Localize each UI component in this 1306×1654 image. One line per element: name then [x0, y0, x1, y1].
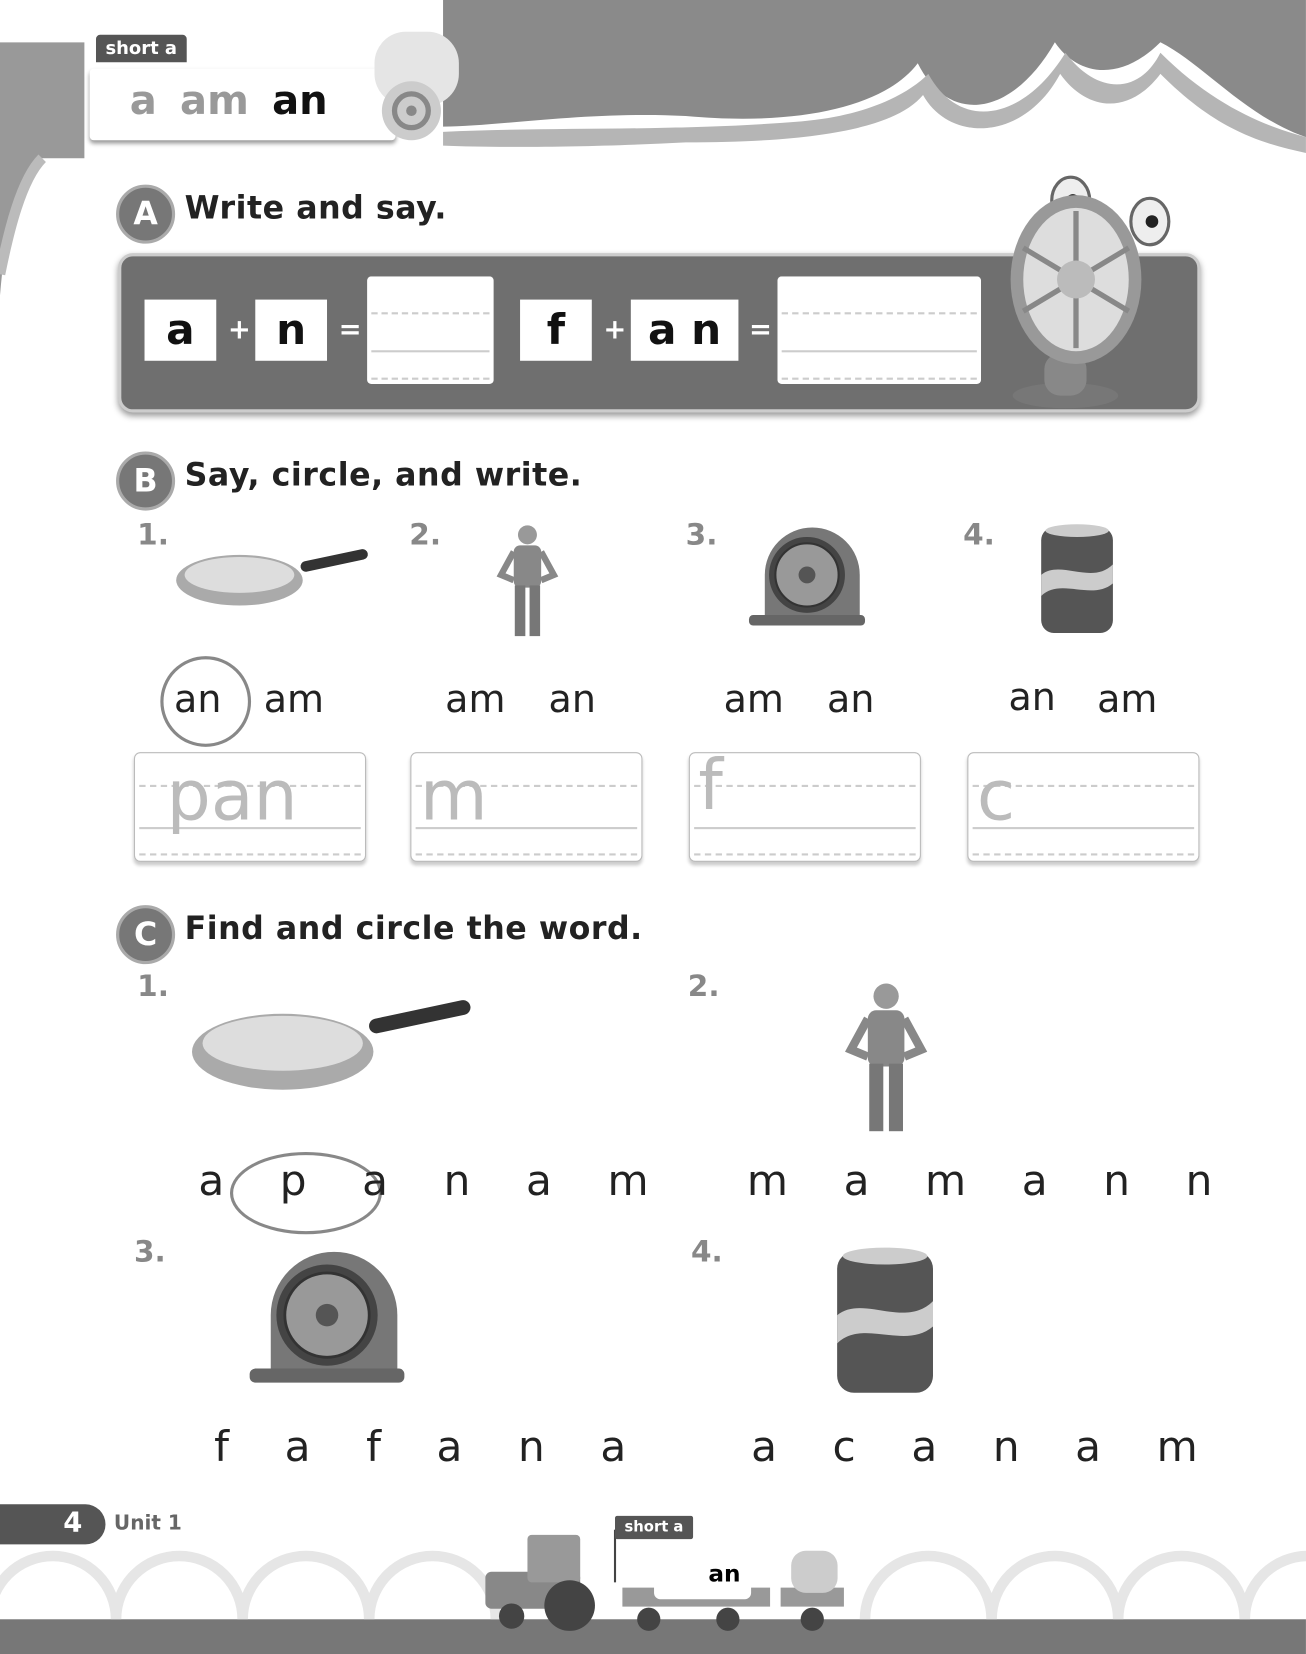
item-number: 2.: [687, 968, 720, 1004]
page-number: 4: [63, 1507, 83, 1540]
item-number: 1.: [137, 968, 169, 1004]
choice-word[interactable]: an: [174, 678, 222, 722]
page-number-tab: [0, 1504, 105, 1544]
choice-word[interactable]: am: [723, 678, 784, 722]
unit-label: Unit 1: [113, 1511, 182, 1535]
footer-flag: short a: [615, 1516, 693, 1539]
fan-mascot-icon: [997, 164, 1187, 412]
scroll-roll-icon: [364, 32, 469, 143]
can-picture: [833, 1245, 936, 1400]
scroll-word-current: an: [272, 77, 328, 124]
equals-sign: =: [338, 314, 362, 347]
pan-picture: [174, 543, 374, 612]
trace-letter: f: [698, 744, 723, 826]
trace-letter: m: [419, 755, 488, 837]
item-number: 2.: [409, 516, 442, 552]
answer-box-an[interactable]: [367, 276, 494, 384]
cart-word: an: [708, 1560, 741, 1588]
choice-word[interactable]: am: [1097, 678, 1158, 722]
item-number: 3.: [685, 516, 718, 552]
plus-sign: +: [227, 314, 251, 347]
man-picture: [844, 976, 928, 1145]
item-number: 1.: [137, 516, 169, 552]
letter-card: n: [255, 300, 327, 361]
letter-card: f: [520, 300, 592, 361]
fan-picture: [744, 522, 871, 633]
side-curtain-decoration: [0, 42, 95, 295]
item-number: 4.: [963, 516, 995, 552]
letter-string[interactable]: f a f a n a: [214, 1423, 648, 1472]
section-c-badge: C: [116, 905, 175, 964]
choice-word[interactable]: an: [548, 678, 596, 722]
writing-line[interactable]: [689, 744, 921, 862]
choice-word[interactable]: am: [263, 678, 325, 722]
item-number: 3.: [133, 1234, 166, 1270]
item-number: 4.: [690, 1234, 723, 1270]
section-a-badge: A: [116, 185, 175, 244]
writing-line[interactable]: [410, 752, 642, 862]
section-b-badge: B: [116, 451, 175, 510]
short-a-tag: short a: [96, 35, 187, 62]
letter-string[interactable]: m a m a n n: [746, 1157, 1234, 1206]
word-family-scroll: [90, 69, 396, 141]
section-b-title: Say, circle, and write.: [184, 456, 583, 494]
scroll-word: am: [180, 77, 249, 124]
choice-word[interactable]: an: [1008, 676, 1056, 720]
letter-string[interactable]: a p a n a m: [198, 1157, 670, 1206]
scroll-word: a: [129, 77, 157, 124]
section-a-title: Write and say.: [184, 189, 447, 227]
writing-line[interactable]: [967, 752, 1199, 862]
writing-line[interactable]: [134, 752, 366, 862]
plus-sign: +: [603, 314, 627, 347]
trace-word: pan: [166, 755, 298, 837]
section-c-title: Find and circle the word.: [184, 910, 643, 948]
man-picture: [496, 522, 559, 643]
can-picture: [1039, 522, 1115, 638]
fan-picture: [243, 1245, 412, 1393]
answer-box-fan[interactable]: [777, 276, 981, 384]
cart-word-card: [654, 1549, 751, 1600]
equals-sign: =: [748, 314, 772, 347]
letter-card: a n: [631, 300, 739, 361]
letter-string[interactable]: a c a n a m: [751, 1423, 1219, 1472]
choice-word[interactable]: am: [445, 678, 506, 722]
trace-letter: c: [976, 755, 1016, 837]
letter-card: a: [145, 300, 217, 361]
pan-picture: [190, 997, 477, 1097]
choice-word[interactable]: an: [827, 678, 875, 722]
